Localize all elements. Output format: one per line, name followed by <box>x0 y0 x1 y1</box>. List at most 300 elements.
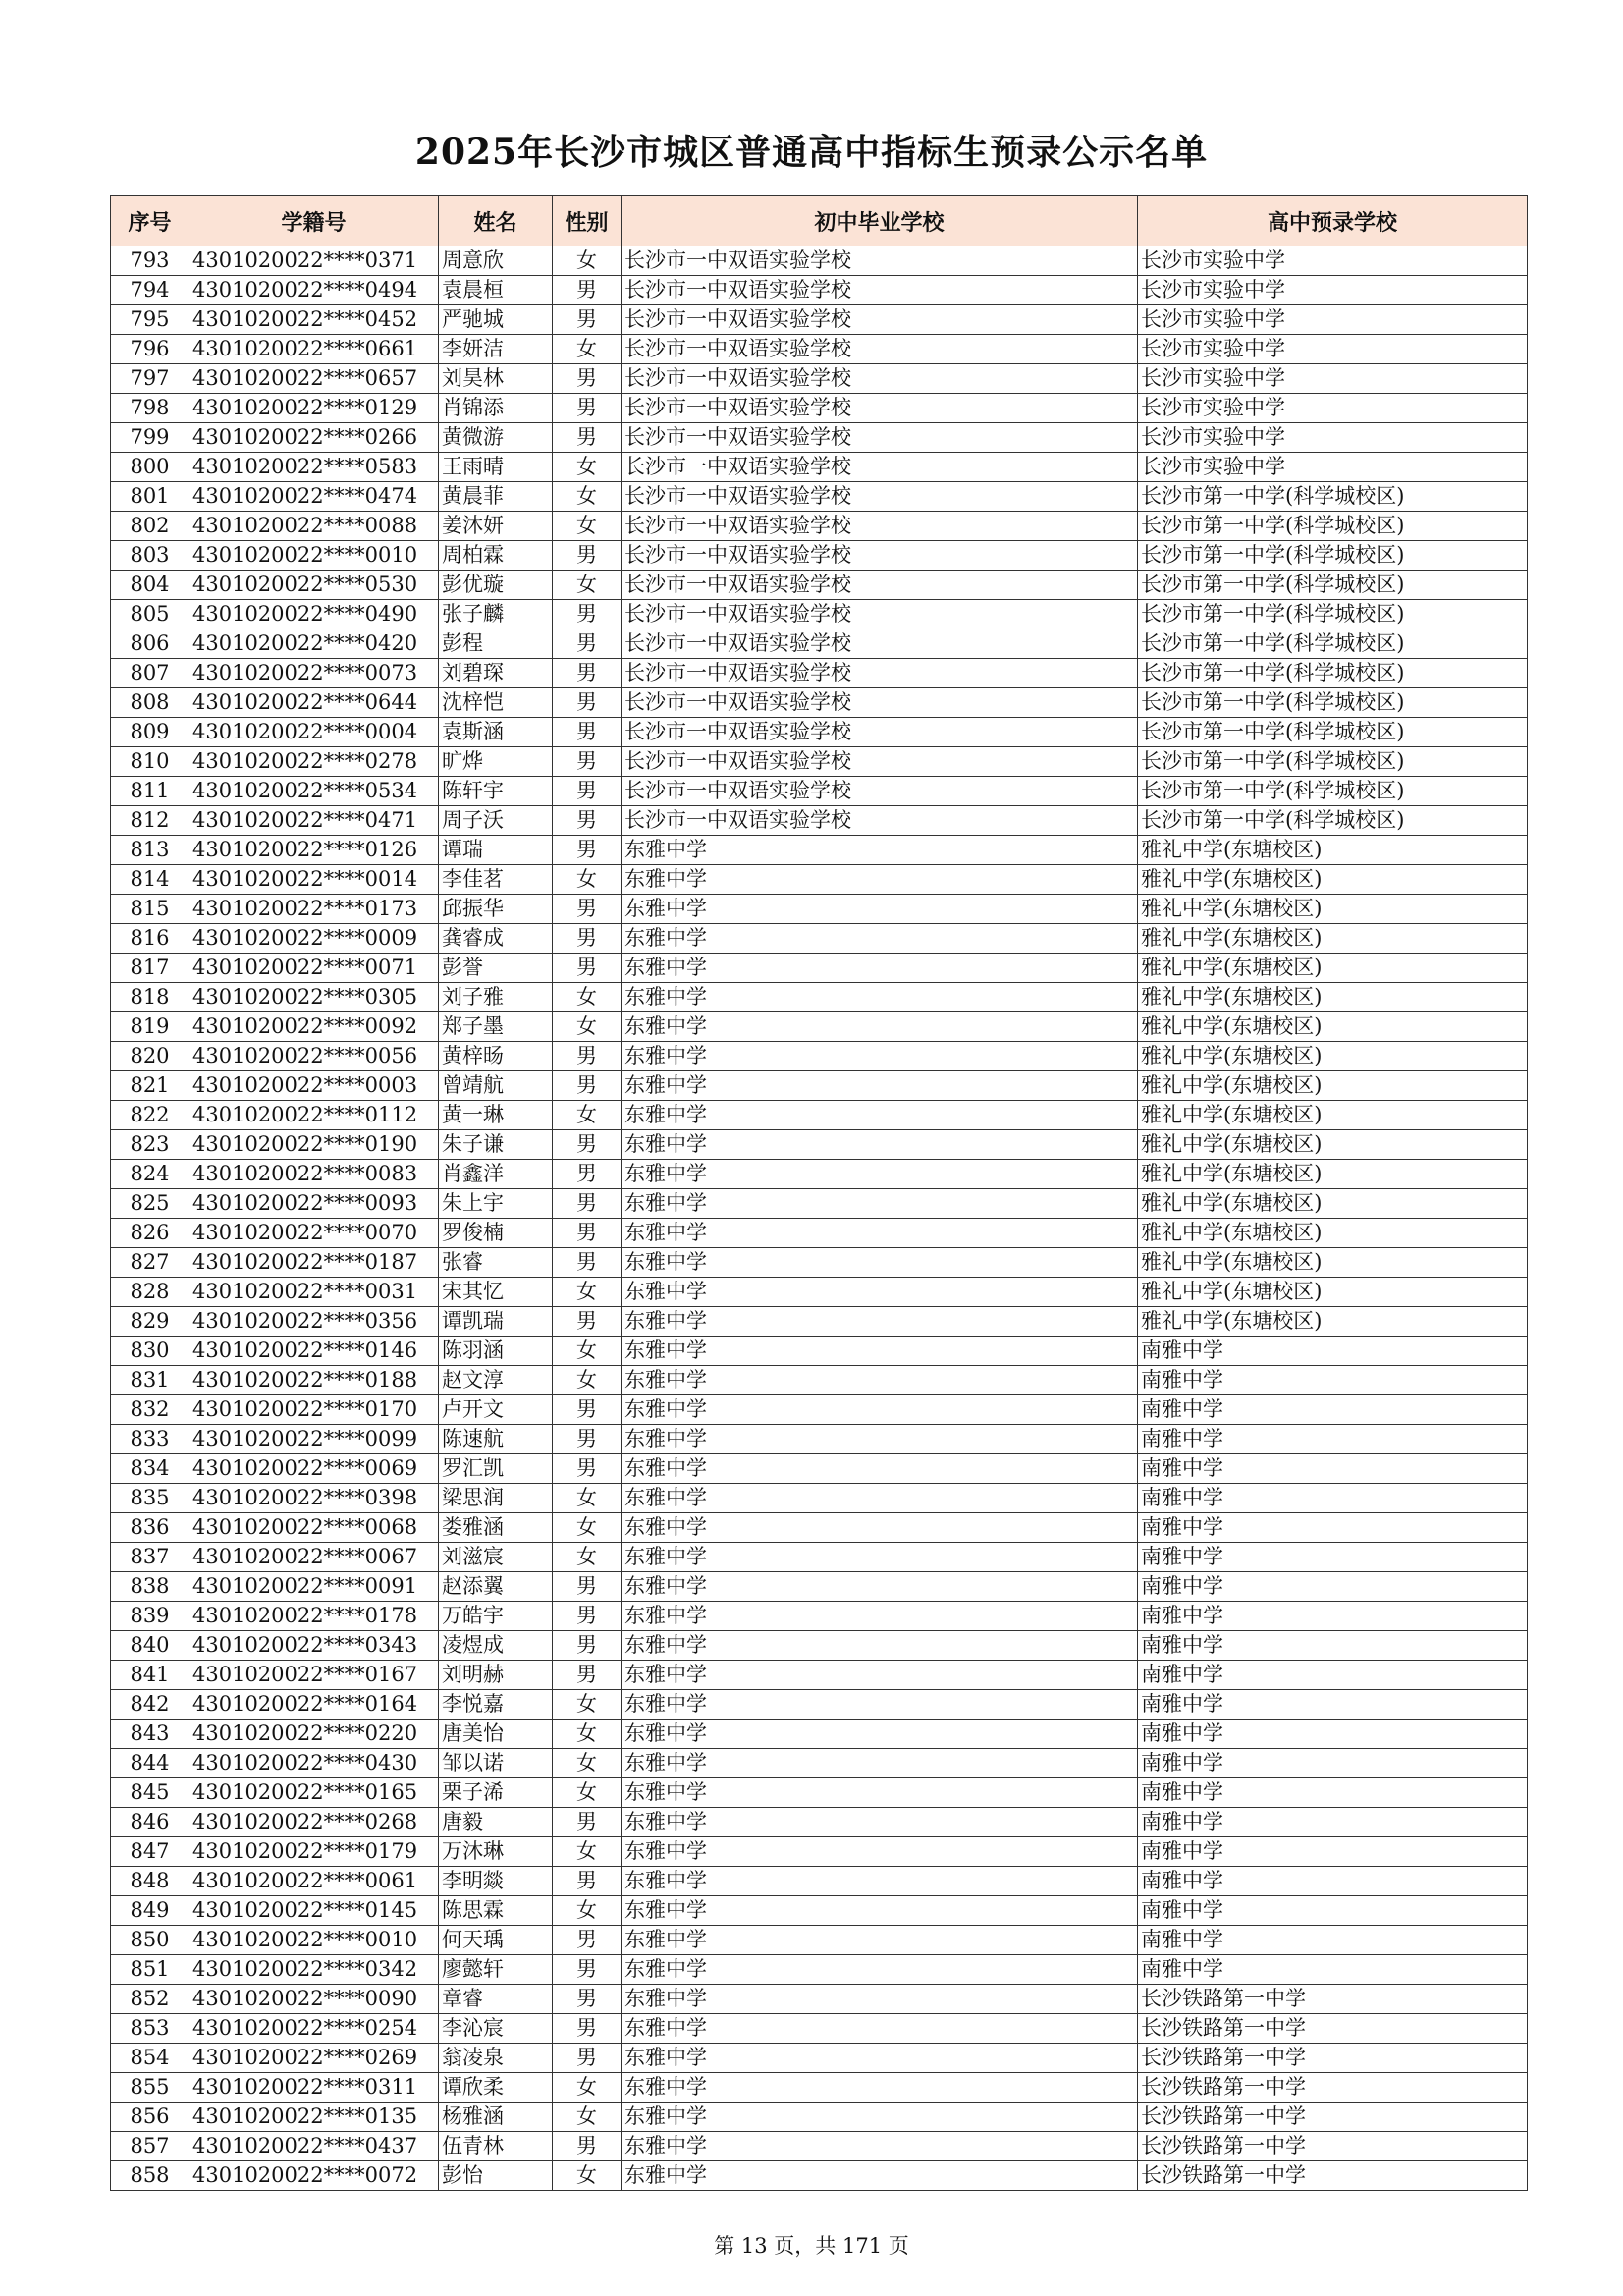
senior-school-cell: 长沙市实验中学 <box>1138 423 1528 453</box>
student-id-cell: 4301020022****0657 <box>189 364 439 394</box>
student-id-cell: 4301020022****0187 <box>189 1248 439 1278</box>
gender-cell: 女 <box>553 1837 622 1867</box>
table-row <box>111 423 1528 453</box>
name-cell: 谭凯瑞 <box>439 1307 553 1337</box>
junior-school-cell: 东雅中学 <box>622 2014 1138 2044</box>
name-cell: 罗汇凯 <box>439 1454 553 1484</box>
table-row <box>111 1837 1528 1867</box>
gender-cell: 女 <box>553 2161 622 2191</box>
table-row <box>111 482 1528 512</box>
table-row <box>111 1189 1528 1219</box>
seq-cell: 821 <box>111 1071 189 1101</box>
table-row <box>111 1690 1528 1720</box>
document-title: 2025年长沙市城区普通高中指标生预录公示名单 <box>414 132 1209 173</box>
senior-school-cell: 雅礼中学(东塘校区) <box>1138 1248 1528 1278</box>
seq-cell: 827 <box>111 1248 189 1278</box>
gender-cell: 女 <box>553 1101 622 1130</box>
gender-cell: 女 <box>553 1543 622 1572</box>
senior-school-cell: 长沙市实验中学 <box>1138 364 1528 394</box>
table-row <box>111 1042 1528 1071</box>
senior-school-cell: 南雅中学 <box>1138 1602 1528 1631</box>
seq-cell: 826 <box>111 1219 189 1248</box>
student-id-cell: 4301020022****0173 <box>189 895 439 924</box>
student-id-cell: 4301020022****0254 <box>189 2014 439 2044</box>
seq-cell: 851 <box>111 1955 189 1985</box>
senior-school-cell: 长沙铁路第一中学 <box>1138 2103 1528 2132</box>
student-id-cell: 4301020022****0170 <box>189 1395 439 1425</box>
name-cell: 朱上宇 <box>439 1189 553 1219</box>
name-cell: 黄梓旸 <box>439 1042 553 1071</box>
student-id-cell: 4301020022****0126 <box>189 836 439 865</box>
student-id-cell: 4301020022****0061 <box>189 1867 439 1896</box>
student-id-cell: 4301020022****0471 <box>189 806 439 836</box>
student-id-cell: 4301020022****0112 <box>189 1101 439 1130</box>
student-id-cell: 4301020022****0073 <box>189 659 439 688</box>
senior-school-cell: 南雅中学 <box>1138 1543 1528 1572</box>
seq-cell: 829 <box>111 1307 189 1337</box>
student-id-cell: 4301020022****0356 <box>189 1307 439 1337</box>
junior-school-cell: 长沙市一中双语实验学校 <box>622 482 1138 512</box>
gender-cell: 男 <box>553 1454 622 1484</box>
seq-cell: 795 <box>111 305 189 335</box>
gender-cell: 女 <box>553 1337 622 1366</box>
senior-school-cell: 雅礼中学(东塘校区) <box>1138 1012 1528 1042</box>
junior-school-cell: 东雅中学 <box>622 1160 1138 1189</box>
name-cell: 陈轩宇 <box>439 777 553 806</box>
table-row <box>111 777 1528 806</box>
gender-cell: 男 <box>553 1042 622 1071</box>
seq-cell: 806 <box>111 629 189 659</box>
senior-school-cell: 长沙市第一中学(科学城校区) <box>1138 747 1528 777</box>
table-row <box>111 364 1528 394</box>
name-cell: 朱子谦 <box>439 1130 553 1160</box>
seq-cell: 839 <box>111 1602 189 1631</box>
gender-cell: 男 <box>553 1395 622 1425</box>
name-cell: 赵文淳 <box>439 1366 553 1395</box>
gender-cell: 男 <box>553 1248 622 1278</box>
seq-cell: 811 <box>111 777 189 806</box>
gender-cell: 女 <box>553 2073 622 2103</box>
seq-cell: 847 <box>111 1837 189 1867</box>
student-id-cell: 4301020022****0031 <box>189 1278 439 1307</box>
table-row <box>111 924 1528 954</box>
name-cell: 何天瑀 <box>439 1926 553 1955</box>
student-id-cell: 4301020022****0430 <box>189 1749 439 1778</box>
senior-school-cell: 南雅中学 <box>1138 1867 1528 1896</box>
student-id-cell: 4301020022****0010 <box>189 541 439 571</box>
senior-school-cell: 长沙市实验中学 <box>1138 276 1528 305</box>
table-row <box>111 1395 1528 1425</box>
junior-school-cell: 东雅中学 <box>622 1602 1138 1631</box>
table-row <box>111 1631 1528 1661</box>
seq-cell: 809 <box>111 718 189 747</box>
name-cell: 廖懿轩 <box>439 1955 553 1985</box>
student-id-cell: 4301020022****0437 <box>189 2132 439 2161</box>
table-row <box>111 1278 1528 1307</box>
name-cell: 谭瑞 <box>439 836 553 865</box>
name-cell: 唐美怡 <box>439 1720 553 1749</box>
table-row <box>111 1778 1528 1808</box>
name-cell: 袁晨桓 <box>439 276 553 305</box>
student-id-cell: 4301020022****0661 <box>189 335 439 364</box>
table-row <box>111 629 1528 659</box>
senior-school-cell: 长沙市第一中学(科学城校区) <box>1138 571 1528 600</box>
gender-cell: 女 <box>553 1278 622 1307</box>
name-cell: 龚睿成 <box>439 924 553 954</box>
student-id-cell: 4301020022****0490 <box>189 600 439 629</box>
student-id-cell: 4301020022****0010 <box>189 1926 439 1955</box>
student-id-cell: 4301020022****0056 <box>189 1042 439 1071</box>
name-cell: 王雨晴 <box>439 453 553 482</box>
table-row <box>111 1955 1528 1985</box>
seq-cell: 812 <box>111 806 189 836</box>
seq-cell: 852 <box>111 1985 189 2014</box>
name-cell: 袁斯涵 <box>439 718 553 747</box>
gender-cell: 男 <box>553 364 622 394</box>
table-row <box>111 1454 1528 1484</box>
student-id-cell: 4301020022****0190 <box>189 1130 439 1160</box>
table-row <box>111 1248 1528 1278</box>
column-header-junior-school: 初中毕业学校 <box>622 196 1138 246</box>
gender-cell: 男 <box>553 1631 622 1661</box>
seq-cell: 854 <box>111 2044 189 2073</box>
name-cell: 邱振华 <box>439 895 553 924</box>
student-id-cell: 4301020022****0072 <box>189 2161 439 2191</box>
seq-cell: 816 <box>111 924 189 954</box>
gender-cell: 女 <box>553 2103 622 2132</box>
name-cell: 翁凌泉 <box>439 2044 553 2073</box>
seq-cell: 830 <box>111 1337 189 1366</box>
senior-school-cell: 长沙铁路第一中学 <box>1138 2161 1528 2191</box>
seq-cell: 834 <box>111 1454 189 1484</box>
gender-cell: 女 <box>553 453 622 482</box>
gender-cell: 女 <box>553 571 622 600</box>
name-cell: 刘子雅 <box>439 983 553 1012</box>
student-id-cell: 4301020022****0165 <box>189 1778 439 1808</box>
name-cell: 章睿 <box>439 1985 553 2014</box>
table-row <box>111 954 1528 983</box>
junior-school-cell: 东雅中学 <box>622 865 1138 895</box>
senior-school-cell: 雅礼中学(东塘校区) <box>1138 1160 1528 1189</box>
seq-cell: 856 <box>111 2103 189 2132</box>
gender-cell: 男 <box>553 747 622 777</box>
name-cell: 赵添翼 <box>439 1572 553 1602</box>
senior-school-cell: 长沙铁路第一中学 <box>1138 2073 1528 2103</box>
senior-school-cell: 南雅中学 <box>1138 1425 1528 1454</box>
table-row <box>111 1337 1528 1366</box>
senior-school-cell: 雅礼中学(东塘校区) <box>1138 865 1528 895</box>
student-id-cell: 4301020022****0583 <box>189 453 439 482</box>
seq-cell: 803 <box>111 541 189 571</box>
table-row <box>111 1720 1528 1749</box>
name-cell: 姜沐妍 <box>439 512 553 541</box>
student-id-cell: 4301020022****0278 <box>189 747 439 777</box>
junior-school-cell: 东雅中学 <box>622 1778 1138 1808</box>
name-cell: 曾靖航 <box>439 1071 553 1101</box>
gender-cell: 男 <box>553 806 622 836</box>
gender-cell: 女 <box>553 1513 622 1543</box>
seq-cell: 846 <box>111 1808 189 1837</box>
table-row <box>111 2132 1528 2161</box>
gender-cell: 男 <box>553 1867 622 1896</box>
student-id-cell: 4301020022****0003 <box>189 1071 439 1101</box>
gender-cell: 男 <box>553 276 622 305</box>
senior-school-cell: 南雅中学 <box>1138 1337 1528 1366</box>
gender-cell: 女 <box>553 1896 622 1926</box>
name-cell: 沈梓恺 <box>439 688 553 718</box>
table-row <box>111 983 1528 1012</box>
junior-school-cell: 东雅中学 <box>622 1896 1138 1926</box>
name-cell: 陈思霖 <box>439 1896 553 1926</box>
name-cell: 杨雅涵 <box>439 2103 553 2132</box>
junior-school-cell: 东雅中学 <box>622 1130 1138 1160</box>
table-row <box>111 1602 1528 1631</box>
seq-cell: 842 <box>111 1690 189 1720</box>
student-id-cell: 4301020022****0093 <box>189 1189 439 1219</box>
student-id-cell: 4301020022****0342 <box>189 1955 439 1985</box>
student-id-cell: 4301020022****0494 <box>189 276 439 305</box>
junior-school-cell: 东雅中学 <box>622 1631 1138 1661</box>
student-id-cell: 4301020022****0083 <box>189 1160 439 1189</box>
seq-cell: 858 <box>111 2161 189 2191</box>
junior-school-cell: 东雅中学 <box>622 1425 1138 1454</box>
name-cell: 李沁宸 <box>439 2014 553 2044</box>
senior-school-cell: 雅礼中学(东塘校区) <box>1138 1189 1528 1219</box>
name-cell: 李佳茗 <box>439 865 553 895</box>
junior-school-cell: 东雅中学 <box>622 1690 1138 1720</box>
name-cell: 陈羽涵 <box>439 1337 553 1366</box>
table-row <box>111 335 1528 364</box>
junior-school-cell: 东雅中学 <box>622 2161 1138 2191</box>
gender-cell: 男 <box>553 1219 622 1248</box>
table-row <box>111 718 1528 747</box>
gender-cell: 男 <box>553 1307 622 1337</box>
student-id-cell: 4301020022****0220 <box>189 1720 439 1749</box>
seq-cell: 805 <box>111 600 189 629</box>
table-row <box>111 246 1528 276</box>
table-row <box>111 806 1528 836</box>
seq-cell: 833 <box>111 1425 189 1454</box>
senior-school-cell: 南雅中学 <box>1138 1808 1528 1837</box>
gender-cell: 女 <box>553 1012 622 1042</box>
table-row <box>111 1307 1528 1337</box>
seq-cell: 793 <box>111 246 189 276</box>
seq-cell: 815 <box>111 895 189 924</box>
seq-cell: 813 <box>111 836 189 865</box>
junior-school-cell: 长沙市一中双语实验学校 <box>622 453 1138 482</box>
gender-cell: 男 <box>553 2044 622 2073</box>
name-cell: 周子沃 <box>439 806 553 836</box>
student-id-cell: 4301020022****0452 <box>189 305 439 335</box>
gender-cell: 男 <box>553 423 622 453</box>
column-header-seq: 序号 <box>111 196 189 246</box>
student-id-cell: 4301020022****0004 <box>189 718 439 747</box>
gender-cell: 男 <box>553 1955 622 1985</box>
table-row <box>111 2073 1528 2103</box>
name-cell: 旷烨 <box>439 747 553 777</box>
name-cell: 李悦嘉 <box>439 1690 553 1720</box>
junior-school-cell: 长沙市一中双语实验学校 <box>622 718 1138 747</box>
gender-cell: 男 <box>553 1189 622 1219</box>
table-row <box>111 1749 1528 1778</box>
name-cell: 栗子浠 <box>439 1778 553 1808</box>
student-id-cell: 4301020022****0068 <box>189 1513 439 1543</box>
name-cell: 邹以诺 <box>439 1749 553 1778</box>
name-cell: 陈速航 <box>439 1425 553 1454</box>
senior-school-cell: 长沙市第一中学(科学城校区) <box>1138 688 1528 718</box>
gender-cell: 男 <box>553 954 622 983</box>
junior-school-cell: 东雅中学 <box>622 1808 1138 1837</box>
gender-cell: 男 <box>553 1661 622 1690</box>
junior-school-cell: 东雅中学 <box>622 1366 1138 1395</box>
seq-cell: 799 <box>111 423 189 453</box>
junior-school-cell: 东雅中学 <box>622 1572 1138 1602</box>
table-row <box>111 305 1528 335</box>
junior-school-cell: 长沙市一中双语实验学校 <box>622 659 1138 688</box>
table-row <box>111 1867 1528 1896</box>
senior-school-cell: 雅礼中学(东塘校区) <box>1138 1042 1528 1071</box>
student-id-cell: 4301020022****0530 <box>189 571 439 600</box>
junior-school-cell: 长沙市一中双语实验学校 <box>622 688 1138 718</box>
junior-school-cell: 东雅中学 <box>622 1955 1138 1985</box>
senior-school-cell: 南雅中学 <box>1138 1720 1528 1749</box>
junior-school-cell: 东雅中学 <box>622 1720 1138 1749</box>
gender-cell: 男 <box>553 305 622 335</box>
table-row <box>111 600 1528 629</box>
gender-cell: 女 <box>553 482 622 512</box>
table-row <box>111 1926 1528 1955</box>
student-id-cell: 4301020022****0014 <box>189 865 439 895</box>
junior-school-cell: 长沙市一中双语实验学校 <box>622 246 1138 276</box>
gender-cell: 男 <box>553 2132 622 2161</box>
gender-cell: 男 <box>553 394 622 423</box>
seq-cell: 835 <box>111 1484 189 1513</box>
name-cell: 肖鑫洋 <box>439 1160 553 1189</box>
junior-school-cell: 东雅中学 <box>622 1307 1138 1337</box>
senior-school-cell: 长沙市第一中学(科学城校区) <box>1138 541 1528 571</box>
name-cell: 刘昊林 <box>439 364 553 394</box>
student-id-cell: 4301020022****0092 <box>189 1012 439 1042</box>
name-cell: 周意欣 <box>439 246 553 276</box>
senior-school-cell: 雅礼中学(东塘校区) <box>1138 1130 1528 1160</box>
junior-school-cell: 东雅中学 <box>622 1278 1138 1307</box>
gender-cell: 男 <box>553 659 622 688</box>
senior-school-cell: 雅礼中学(东塘校区) <box>1138 1101 1528 1130</box>
junior-school-cell: 东雅中学 <box>622 1867 1138 1896</box>
seq-cell: 832 <box>111 1395 189 1425</box>
name-cell: 肖锦添 <box>439 394 553 423</box>
seq-cell: 841 <box>111 1661 189 1690</box>
seq-cell: 857 <box>111 2132 189 2161</box>
seq-cell: 831 <box>111 1366 189 1395</box>
junior-school-cell: 东雅中学 <box>622 1484 1138 1513</box>
seq-cell: 840 <box>111 1631 189 1661</box>
gender-cell: 女 <box>553 1690 622 1720</box>
junior-school-cell: 东雅中学 <box>622 1219 1138 1248</box>
seq-cell: 824 <box>111 1160 189 1189</box>
senior-school-cell: 南雅中学 <box>1138 1661 1528 1690</box>
junior-school-cell: 东雅中学 <box>622 1042 1138 1071</box>
junior-school-cell: 东雅中学 <box>622 1248 1138 1278</box>
gender-cell: 男 <box>553 777 622 806</box>
seq-cell: 838 <box>111 1572 189 1602</box>
name-cell: 宋其忆 <box>439 1278 553 1307</box>
gender-cell: 男 <box>553 895 622 924</box>
table-row <box>111 1513 1528 1543</box>
gender-cell: 男 <box>553 1130 622 1160</box>
junior-school-cell: 东雅中学 <box>622 2044 1138 2073</box>
table-row <box>111 541 1528 571</box>
senior-school-cell: 长沙铁路第一中学 <box>1138 1985 1528 2014</box>
student-id-cell: 4301020022****0071 <box>189 954 439 983</box>
senior-school-cell: 长沙市第一中学(科学城校区) <box>1138 629 1528 659</box>
student-id-cell: 4301020022****0268 <box>189 1808 439 1837</box>
junior-school-cell: 东雅中学 <box>622 1985 1138 2014</box>
gender-cell: 男 <box>553 1808 622 1837</box>
junior-school-cell: 长沙市一中双语实验学校 <box>622 600 1138 629</box>
gender-cell: 女 <box>553 1749 622 1778</box>
seq-cell: 836 <box>111 1513 189 1543</box>
table-row <box>111 1160 1528 1189</box>
gender-cell: 男 <box>553 1985 622 2014</box>
column-header-student-id: 学籍号 <box>189 196 439 246</box>
name-cell: 张睿 <box>439 1248 553 1278</box>
gender-cell: 男 <box>553 836 622 865</box>
gender-cell: 男 <box>553 924 622 954</box>
seq-cell: 843 <box>111 1720 189 1749</box>
senior-school-cell: 长沙市第一中学(科学城校区) <box>1138 482 1528 512</box>
senior-school-cell: 长沙铁路第一中学 <box>1138 2132 1528 2161</box>
seq-cell: 825 <box>111 1189 189 1219</box>
seq-cell: 808 <box>111 688 189 718</box>
senior-school-cell: 南雅中学 <box>1138 1926 1528 1955</box>
table-row <box>111 1012 1528 1042</box>
seq-cell: 801 <box>111 482 189 512</box>
junior-school-cell: 东雅中学 <box>622 1189 1138 1219</box>
name-cell: 伍青林 <box>439 2132 553 2161</box>
senior-school-cell: 南雅中学 <box>1138 1513 1528 1543</box>
name-cell: 周柏霖 <box>439 541 553 571</box>
gender-cell: 女 <box>553 1366 622 1395</box>
table-row <box>111 2044 1528 2073</box>
table-body <box>111 246 1528 2191</box>
senior-school-cell: 雅礼中学(东塘校区) <box>1138 1071 1528 1101</box>
name-cell: 黄晨菲 <box>439 482 553 512</box>
junior-school-cell: 东雅中学 <box>622 1837 1138 1867</box>
seq-cell: 810 <box>111 747 189 777</box>
seq-cell: 849 <box>111 1896 189 1926</box>
student-id-cell: 4301020022****0398 <box>189 1484 439 1513</box>
table-row <box>111 571 1528 600</box>
student-id-cell: 4301020022****0305 <box>189 983 439 1012</box>
name-cell: 张子麟 <box>439 600 553 629</box>
senior-school-cell: 雅礼中学(东塘校区) <box>1138 954 1528 983</box>
name-cell: 彭程 <box>439 629 553 659</box>
column-header-senior-school: 高中预录学校 <box>1138 196 1528 246</box>
gender-cell: 女 <box>553 865 622 895</box>
page-footer: 第 13 页，共 171 页 <box>714 2234 909 2258</box>
student-id-cell: 4301020022****0009 <box>189 924 439 954</box>
junior-school-cell: 东雅中学 <box>622 1543 1138 1572</box>
junior-school-cell: 东雅中学 <box>622 1926 1138 1955</box>
table-row <box>111 1484 1528 1513</box>
junior-school-cell: 东雅中学 <box>622 983 1138 1012</box>
seq-cell: 817 <box>111 954 189 983</box>
senior-school-cell: 南雅中学 <box>1138 1778 1528 1808</box>
student-id-cell: 4301020022****0146 <box>189 1337 439 1366</box>
column-header-gender: 性别 <box>553 196 622 246</box>
student-id-cell: 4301020022****0067 <box>189 1543 439 1572</box>
